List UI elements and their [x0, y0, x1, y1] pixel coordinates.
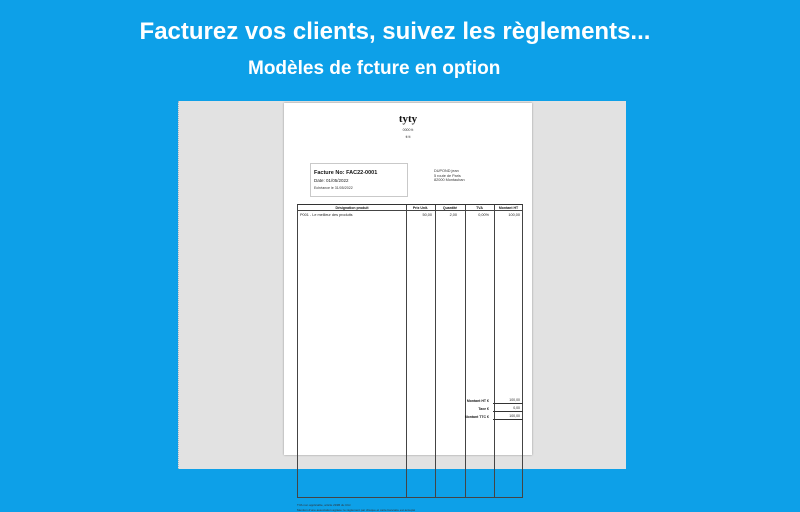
column-header: Montant HT	[494, 205, 523, 211]
row-tva: 0,00%	[465, 213, 489, 217]
total-ht-label: Montant HT €	[429, 399, 489, 403]
total-ttc-label: Montant TTC €	[429, 415, 489, 419]
invoice-number: Facture No: FAC22-0001	[314, 170, 377, 176]
row-amount: 100,00	[494, 213, 520, 217]
total-ht-value: 100,00	[493, 398, 523, 404]
invoice-date: Date: 01/05/2022	[314, 178, 349, 183]
note-line: Mention d'une association agréée: le règlement par chèque et carte bancaire est accepté	[297, 508, 415, 512]
client-address	[434, 169, 465, 183]
total-ttc-value: 100,00	[493, 414, 523, 420]
tax-value: 0,00	[493, 406, 523, 412]
client-street: 5 route de Paris	[434, 174, 465, 179]
column-header: Quantité	[435, 205, 465, 211]
client-city: 82000 Montauban	[434, 178, 465, 183]
invoice-info-box	[310, 163, 408, 197]
tax-label: Taxe €	[429, 407, 489, 411]
column-divider	[494, 205, 495, 497]
column-header: Prix Unit.	[406, 205, 435, 211]
invoice-due-date: Echéance le 31/05/2022	[314, 186, 353, 190]
column-divider	[406, 205, 407, 497]
row-designation: P001 - Le meilleur des produits	[300, 213, 353, 217]
column-divider	[465, 205, 466, 497]
subheadline: Modèles de fcture en option	[248, 58, 500, 80]
company-name: tyty	[284, 113, 532, 125]
column-divider	[435, 205, 436, 497]
column-header: Désignation produit	[298, 205, 406, 211]
client-name: DUPOND jean	[434, 169, 465, 174]
company-address-line: tt tt	[284, 135, 532, 139]
column-header: TVA	[465, 205, 494, 211]
invoice-table	[297, 204, 523, 498]
invoice-page	[284, 103, 532, 455]
invoice-notes	[297, 503, 415, 512]
company-address-line: 0000 tt	[284, 128, 532, 132]
note-line: TVA non applicable, article 293B du CGI	[297, 503, 415, 508]
headline: Facturez vos clients, suivez les règlements...	[0, 18, 790, 46]
row-unit-price: 50,00	[406, 213, 432, 217]
row-quantity: 2,00	[435, 213, 457, 217]
